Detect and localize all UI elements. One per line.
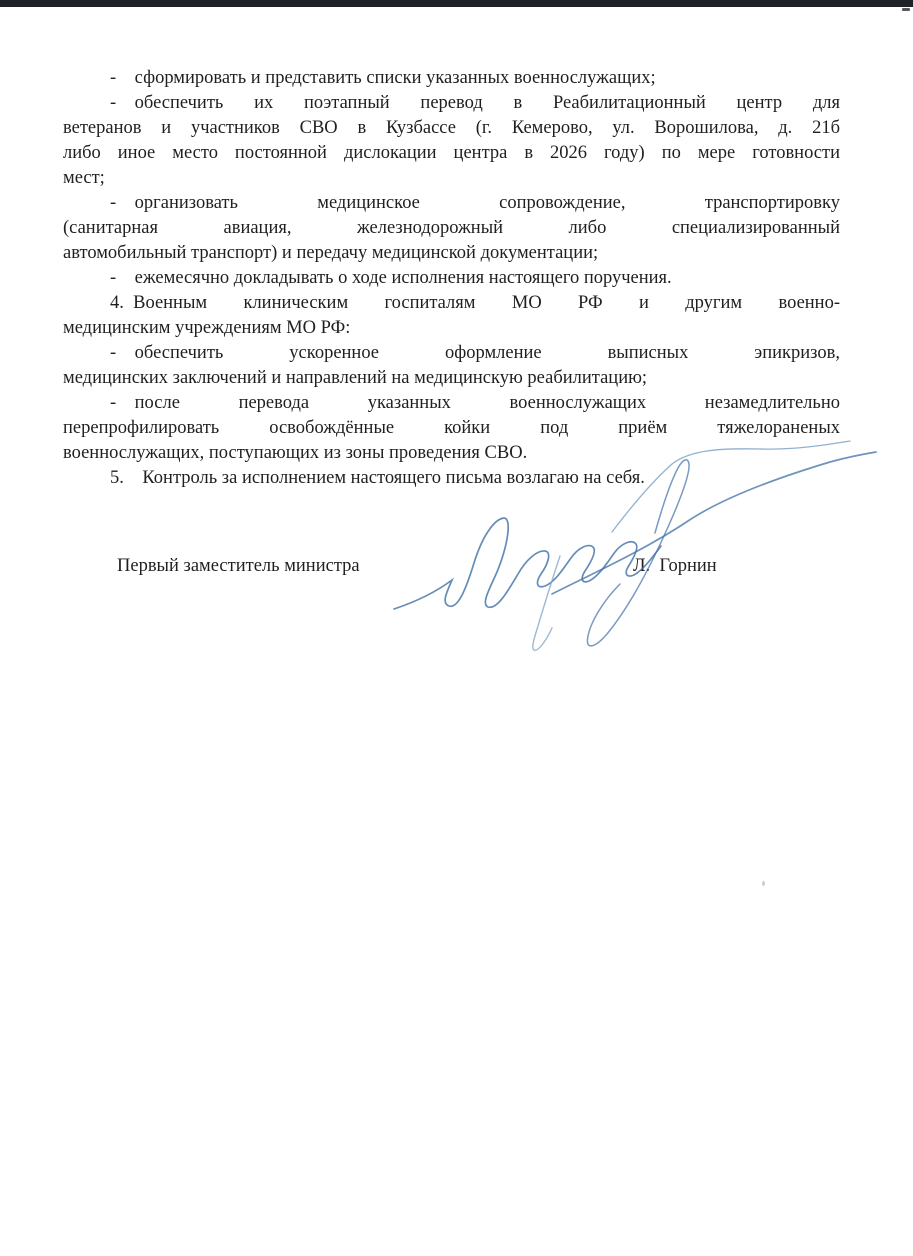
text-line: мест; (63, 168, 105, 188)
signer-name: Л. Горнин (633, 556, 717, 576)
text-line: - организовать медицинское сопровождение, транспортировку (110, 193, 840, 213)
signer-title: Первый заместитель министра (117, 556, 360, 576)
text-line: перепрофилировать освобождённые койки под приём тяжелораненых (63, 418, 840, 438)
text-line: - обеспечить ускоренное оформление выписных эпикризов, (110, 343, 840, 363)
paragraph (63, 266, 840, 291)
signature-stroke-main (394, 518, 661, 609)
document-body (63, 66, 840, 491)
text-line: - обеспечить их поэтапный перевод в Реабилитационный центр для (110, 93, 840, 113)
scan-edge-tick (902, 8, 910, 11)
text-line: - сформировать и представить списки указанных военнослужащих; (110, 68, 656, 88)
text-line: военнослужащих, поступающих из зоны проведения СВО. (63, 443, 528, 463)
paragraph (63, 291, 840, 341)
text-line: 5. Контроль за исполнением настоящего письма возлагаю на себя. (110, 468, 645, 488)
text-line: - после перевода указанных военнослужащих незамедлительно (110, 393, 840, 413)
paragraph (63, 341, 840, 391)
text-line: либо иное место постоянной дислокации центра в 2026 году) по мере готовности (63, 143, 840, 163)
text-line: медицинских заключений и направлений на медицинскую реабилитацию; (63, 368, 648, 388)
text-line: (санитарная авиация, железнодорожный либо специализированный (63, 218, 840, 238)
text-line: ветеранов и участников СВО в Кузбассе (г. Кемерово, ул. Ворошилова, д. 21б (63, 118, 840, 138)
scan-speck (762, 881, 765, 886)
paragraph (63, 91, 840, 191)
paragraph (63, 391, 840, 466)
text-line: 4. Военным клиническим госпиталям МО РФ и другим военно- (110, 293, 840, 313)
paragraph (63, 191, 840, 266)
signature-stroke-tail (533, 556, 560, 650)
scan-edge-bar (0, 0, 913, 7)
text-line: автомобильный транспорт) и передачу медицинской документации; (63, 243, 599, 263)
text-line: медицинским учреждениям МО РФ: (63, 318, 351, 338)
paragraph (63, 66, 840, 91)
text-line: - ежемесячно докладывать о ходе исполнения настоящего поручения. (110, 268, 672, 288)
paragraph (63, 466, 840, 491)
